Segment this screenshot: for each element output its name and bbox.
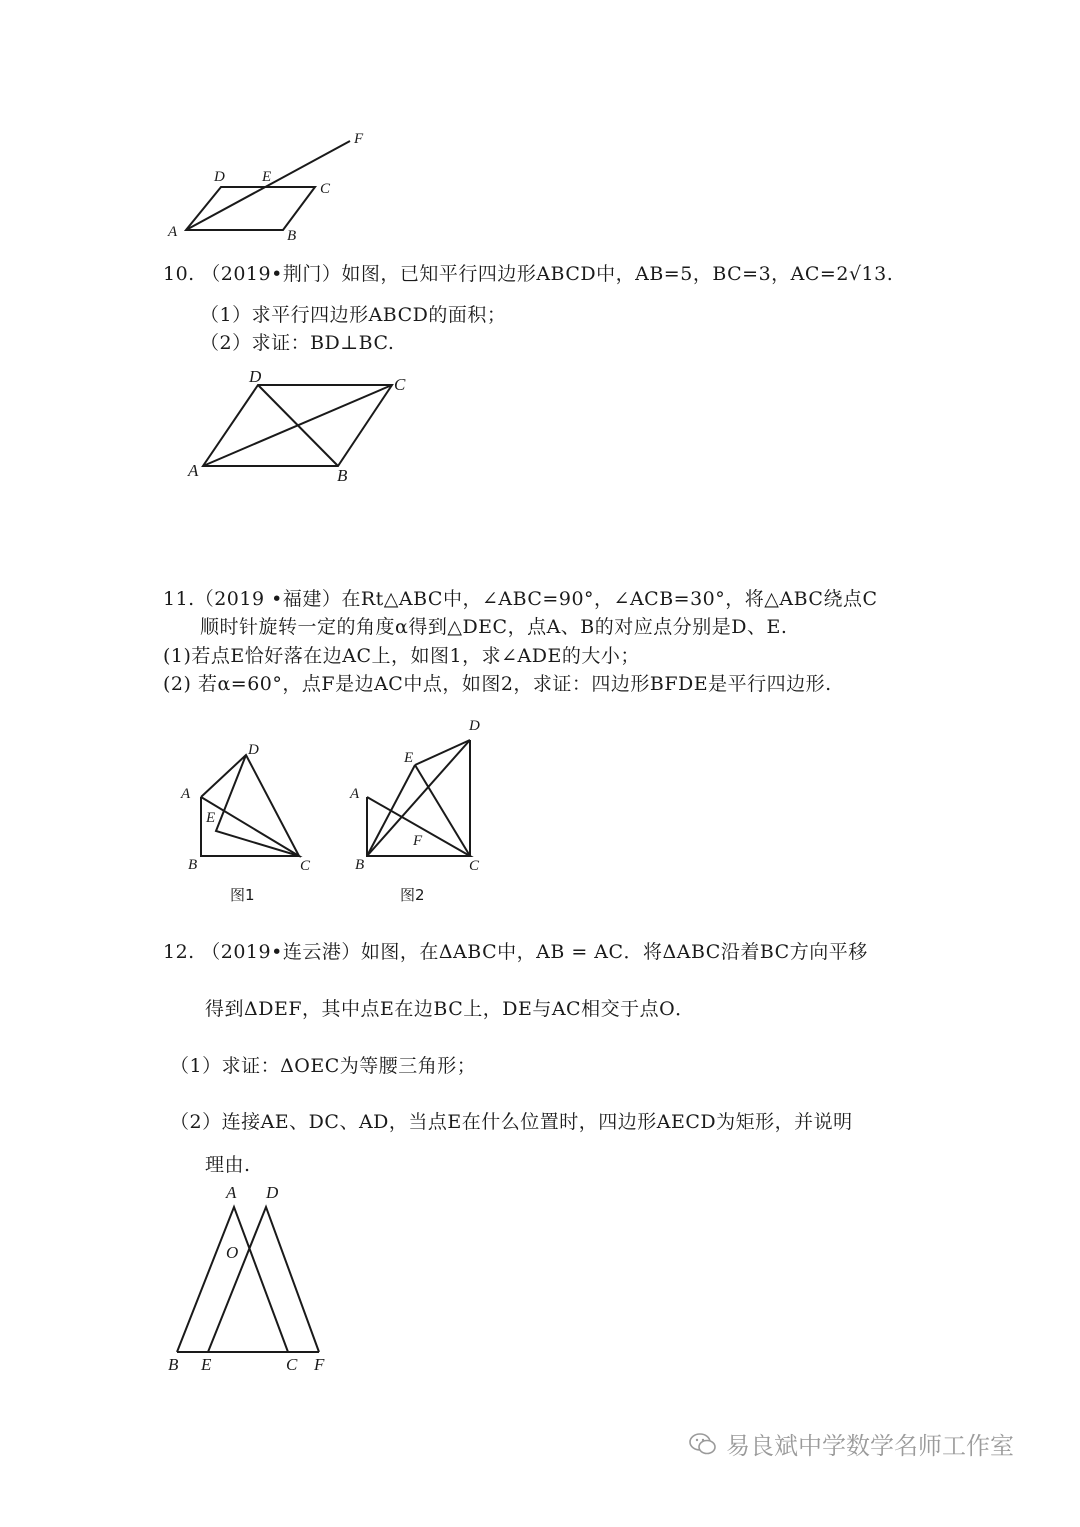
- q11-figure-2: [349, 718, 480, 904]
- q11-f2-side-de: [415, 740, 470, 765]
- q10-label-a: A: [188, 461, 199, 480]
- q10-diagonal-bd: [258, 385, 338, 466]
- q11-stem-line-2: 顺时针旋转一定的角度α得到△DEC，点A、B的对应点分别是D、E.: [200, 616, 788, 638]
- q12-label-f: F: [314, 1355, 325, 1374]
- q11-fig1-caption: 图1: [230, 886, 255, 904]
- wechat-icon: [688, 1431, 718, 1457]
- q12-stem-line-1: 12. （2019•连云港）如图，在ΔABC中，AB = AC．将ΔABC沿着BC方向平移: [163, 941, 868, 963]
- watermark-text: 易良斌中学数学名师工作室: [726, 1432, 1014, 1460]
- q11-f2-label-f: F: [413, 833, 423, 849]
- q11-f2-label-d: D: [469, 718, 480, 734]
- q10-stem: 10. （2019•荆门）如图，已知平行四边形ABCD中，AB=5，BC=3，AC=2√13.: [163, 263, 894, 285]
- q12-part-1: （1）求证：ΔOEC为等腰三角形；: [170, 1055, 477, 1077]
- q9-label-a: A: [168, 224, 178, 240]
- q10-part-2: （2）求证：BD⊥BC.: [200, 332, 395, 354]
- q12-label-c: C: [286, 1355, 298, 1374]
- q10-figure: [187, 367, 406, 485]
- q11-f1-label-a: A: [181, 786, 191, 802]
- q12-stem-line-2: 得到ΔDEF，其中点E在边BC上，DE与AC相交于点O．: [205, 998, 695, 1020]
- q11-stem-line-1: 11.（2019 •福建）在Rt△ABC中，∠ABC=90°，∠ACB=30°，将△ABC绕点C: [163, 588, 878, 610]
- q11-f2-label-b: B: [355, 857, 365, 873]
- q9-label-b: B: [287, 228, 297, 244]
- q12-label-b: B: [168, 1355, 179, 1374]
- q12-part-2: （2）连接AE、DC、AD，当点E在什么位置时，四边形AECD为矩形，并说明: [170, 1111, 853, 1133]
- q11-part-2: (2) 若α=60°，点F是边AC中点，如图2，求证：四边形BFDE是平行四边形.: [163, 673, 832, 695]
- q9-label-f: F: [354, 131, 364, 147]
- q9-label-e: E: [262, 169, 272, 185]
- q9-label-d: D: [214, 169, 225, 185]
- q12-label-o: O: [226, 1243, 239, 1262]
- q11-f1-label-c: C: [300, 858, 311, 874]
- q10-label-c: C: [394, 375, 406, 394]
- watermark: [688, 1426, 1014, 1461]
- q9-parallelogram: [186, 187, 315, 230]
- q11-part-1: (1)若点E恰好落在边AC上，如图1，求∠ADE的大小；: [163, 645, 640, 667]
- q11-f2-side-ec: [415, 765, 470, 856]
- q11-f1-label-b: B: [188, 857, 198, 873]
- q11-fig2-caption: 图2: [400, 886, 425, 904]
- q12-label-d: D: [266, 1183, 279, 1202]
- q11-figure-1: [180, 742, 311, 904]
- q11-f1-label-e: E: [206, 810, 216, 826]
- q12-part-2-cont: 理由.: [205, 1154, 251, 1176]
- q12-figure: [168, 1183, 325, 1374]
- q12-label-a: A: [226, 1183, 237, 1202]
- q10-label-d: D: [249, 367, 262, 386]
- q11-f1-label-d: D: [248, 742, 259, 758]
- q11-f2-label-a: A: [350, 786, 360, 802]
- q11-f2-label-c: C: [469, 858, 480, 874]
- q12-label-e: E: [201, 1355, 212, 1374]
- q12-triangle-abc: [177, 1207, 288, 1352]
- q10-part-1: （1）求平行四边形ABCD的面积；: [200, 304, 507, 326]
- q9-figure: [167, 131, 364, 244]
- q9-label-c: C: [320, 181, 331, 197]
- q11-f2-label-e: E: [404, 750, 414, 766]
- q10-label-b: B: [337, 466, 348, 485]
